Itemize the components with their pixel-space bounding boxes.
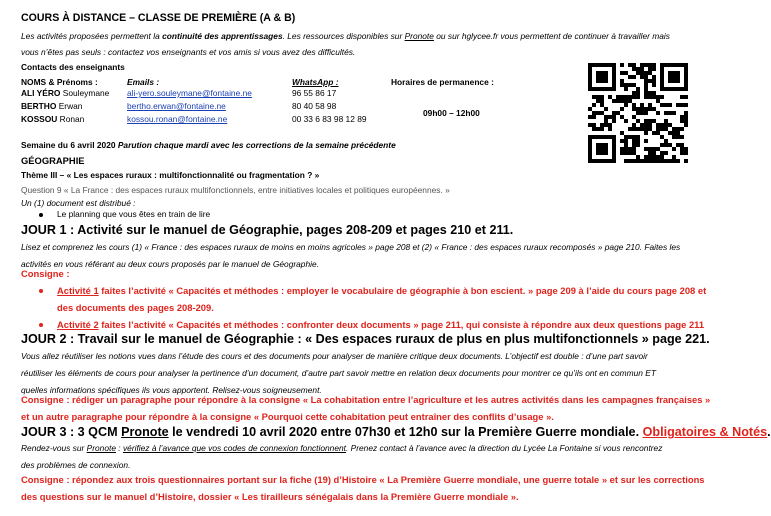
jour3-text-part: . Prenez contact à l’avance avec la direction du Lycée La Fontaine si vous rencontrez bbox=[345, 443, 663, 453]
intro-emphasis: continuité des apprentissages bbox=[162, 31, 283, 41]
intro-line-1 bbox=[21, 31, 670, 41]
col-whatsapp-header: WhatsApp : bbox=[292, 77, 339, 87]
contact-first-name: Souleymane bbox=[60, 88, 110, 98]
jour3-consigne-line: des questions sur le manuel d’Histoire, dossier « Les tirailleurs sénégalais dans la Première Guerre mondiale ». bbox=[21, 491, 519, 502]
jour1-title: JOUR 1 : Activité sur le manuel de Géographie, pages 208-209 et pages 210 et 211. bbox=[21, 223, 514, 237]
week-label: Semaine du 6 avril 2020 bbox=[21, 140, 118, 150]
contact-name bbox=[21, 88, 109, 98]
subject-title: GÉOGRAPHIE bbox=[21, 155, 85, 166]
contact-last-name: KOSSOU bbox=[21, 114, 58, 124]
jour3-consigne-line: Consigne : répondez aux trois questionnaires portant sur la fiche (19) d’Histoire « La Première Guerre mondiale, une guerre totale » et sur les corrections bbox=[21, 474, 705, 485]
contact-phone: 96 55 86 17 bbox=[292, 88, 337, 98]
contact-first-name: Ronan bbox=[57, 114, 85, 124]
col-hours-header: Horaires de permanence : bbox=[391, 77, 494, 87]
intro-text: Les activités proposées permettent la bbox=[21, 31, 163, 41]
jour2-text-line: quelles informations spécifiques ils vous apportent. Relisez-vous soigneusement. bbox=[21, 385, 322, 395]
mandatory-badge: Obligatoires & Notés bbox=[642, 425, 768, 439]
intro-text: ou sur hglycee.fr vous permettent de continuer à travailler mais bbox=[433, 31, 670, 41]
jour3-title-text: JOUR 3 : 3 QCM bbox=[21, 425, 122, 439]
pronote-link[interactable]: Pronote bbox=[121, 425, 169, 439]
question-title: Question 9 « La France : des espaces ruraux multifonctionnels, entre initiatives locales et politiques européennes. » bbox=[21, 185, 450, 195]
pronote-link[interactable]: Pronote bbox=[86, 443, 116, 453]
contact-phone: 80 40 58 98 bbox=[292, 101, 337, 111]
jour1-text-line: activités en vous référant au deux cours proposés par le manuel de Géographie. bbox=[21, 259, 319, 269]
jour3-title bbox=[21, 425, 771, 439]
jour3-consigne bbox=[21, 471, 705, 505]
theme-title: Thème III – « Les espaces ruraux : multifonctionnalité ou fragmentation ? » bbox=[21, 170, 320, 180]
activity-2-label: Activité 2 bbox=[57, 319, 99, 330]
bullet-icon bbox=[39, 323, 43, 327]
jour2-consigne-line: Consigne : rédiger un paragraphe pour répondre à la consigne « La cohabitation entre l’agriculture et les autres activités dans les campagnes françaises » bbox=[21, 394, 711, 405]
jour3-text-part: Rendez-vous sur bbox=[21, 443, 87, 453]
activity-1 bbox=[57, 282, 747, 316]
activity-1-line: des documents des pages 208-209. bbox=[57, 302, 214, 313]
week-note: Parution chaque mardi avec les corrections de la semaine précédente bbox=[117, 140, 396, 150]
document-distributed: Un (1) document est distribué : bbox=[21, 198, 136, 208]
bullet-icon bbox=[39, 289, 43, 293]
page-title: COURS À DISTANCE – CLASSE DE PREMIÈRE (A & B) bbox=[21, 12, 296, 24]
activity-1-label: Activité 1 bbox=[57, 285, 99, 296]
qr-code-icon[interactable] bbox=[588, 63, 688, 163]
jour1-consigne-label: Consigne : bbox=[21, 268, 70, 279]
contact-last-name: BERTHO bbox=[21, 101, 57, 111]
contact-phone: 00 33 6 83 98 12 89 bbox=[292, 114, 367, 124]
bullet-icon bbox=[39, 213, 43, 217]
activity-1-text: faites l’activité « Capacités et méthodes : employer le vocabulaire de géographie à bon escient. » page 209 à l’aide du cours page 208 et bbox=[98, 285, 707, 296]
contact-name bbox=[21, 101, 82, 111]
jour2-consigne bbox=[21, 391, 710, 425]
activity-1-line bbox=[57, 282, 747, 299]
jour1-text-line: Lisez et comprenez les cours (1) « France : des espaces ruraux de moins en moins agricoles » page 208 et (2) « France : des espaces ruraux recomposés » page 210. Faites les bbox=[21, 242, 681, 252]
contact-email-link[interactable]: bertho.erwan@fontaine.ne bbox=[127, 101, 226, 111]
jour2-consigne-line: et un autre paragraphe pour répondre à la consigne « Pourquoi cette cohabitation peut entraîner des conflits d’usage ». bbox=[21, 411, 554, 422]
pronote-link[interactable]: Pronote bbox=[404, 31, 434, 41]
col-names-header: NOMS & Prénoms : bbox=[21, 77, 98, 87]
jour2-text-line: réutiliser les éléments de cours pour analyser la pertinence d’un document, d’autre part savoir mettre en relation deux documents pour montrer ce qu’ils ont en commun ET bbox=[21, 368, 656, 378]
contact-first-name: Erwan bbox=[56, 101, 83, 111]
jour3-text-line bbox=[21, 440, 743, 457]
jour2-text-line: Vous allez réutiliser les notions vues dans l’étude des cours et des documents pour analyser de manière critique deux documents. L’objectif est double : d’une part savoir bbox=[21, 351, 648, 361]
contact-email-link[interactable]: kossou.ronan@fontaine.ne bbox=[127, 114, 228, 124]
contact-email-link[interactable]: ali-yero.souleymane@fontaine.ne bbox=[127, 88, 252, 98]
contact-name bbox=[21, 114, 84, 124]
contacts-heading: Contacts des enseignants bbox=[21, 62, 125, 72]
intro-line-2: vous n’êtes pas seuls : contactez vos enseignants et vos amis si vous avez des difficultés. bbox=[21, 47, 356, 57]
contact-last-name: ALI YÉRO bbox=[21, 88, 61, 98]
jour1-text bbox=[21, 239, 743, 273]
hours-value: 09h00 – 12h00 bbox=[423, 108, 480, 118]
activity-2-text: faites l’activité « Capacités et méthodes : confronter deux documents » page 211, qui consiste à répondre aux deux questions page 211 bbox=[98, 319, 705, 330]
col-emails-header: Emails : bbox=[127, 77, 160, 87]
planning-item: Le planning que vous êtes en train de lire bbox=[57, 209, 211, 219]
week-line bbox=[21, 140, 396, 150]
jour3-title-text: le vendredi 10 avril 2020 entre 07h30 et 12h0 sur la Première Guerre mondiale. bbox=[168, 425, 643, 439]
jour3-text bbox=[21, 440, 743, 474]
activity-2 bbox=[57, 316, 704, 333]
jour3-text-line: des problèmes de connexion. bbox=[21, 460, 131, 470]
jour3-title-text: . bbox=[767, 425, 771, 439]
jour2-title: JOUR 2 : Travail sur le manuel de Géographie : « Des espaces ruraux de plus en plus multifonctionnels » page 221. bbox=[21, 332, 710, 346]
jour3-text-part: : bbox=[115, 443, 123, 453]
intro-text: . Les ressources disponibles sur bbox=[282, 31, 405, 41]
jour3-warning: vérifiez à l’avance que vos codes de connexion fonctionnent bbox=[122, 443, 346, 453]
